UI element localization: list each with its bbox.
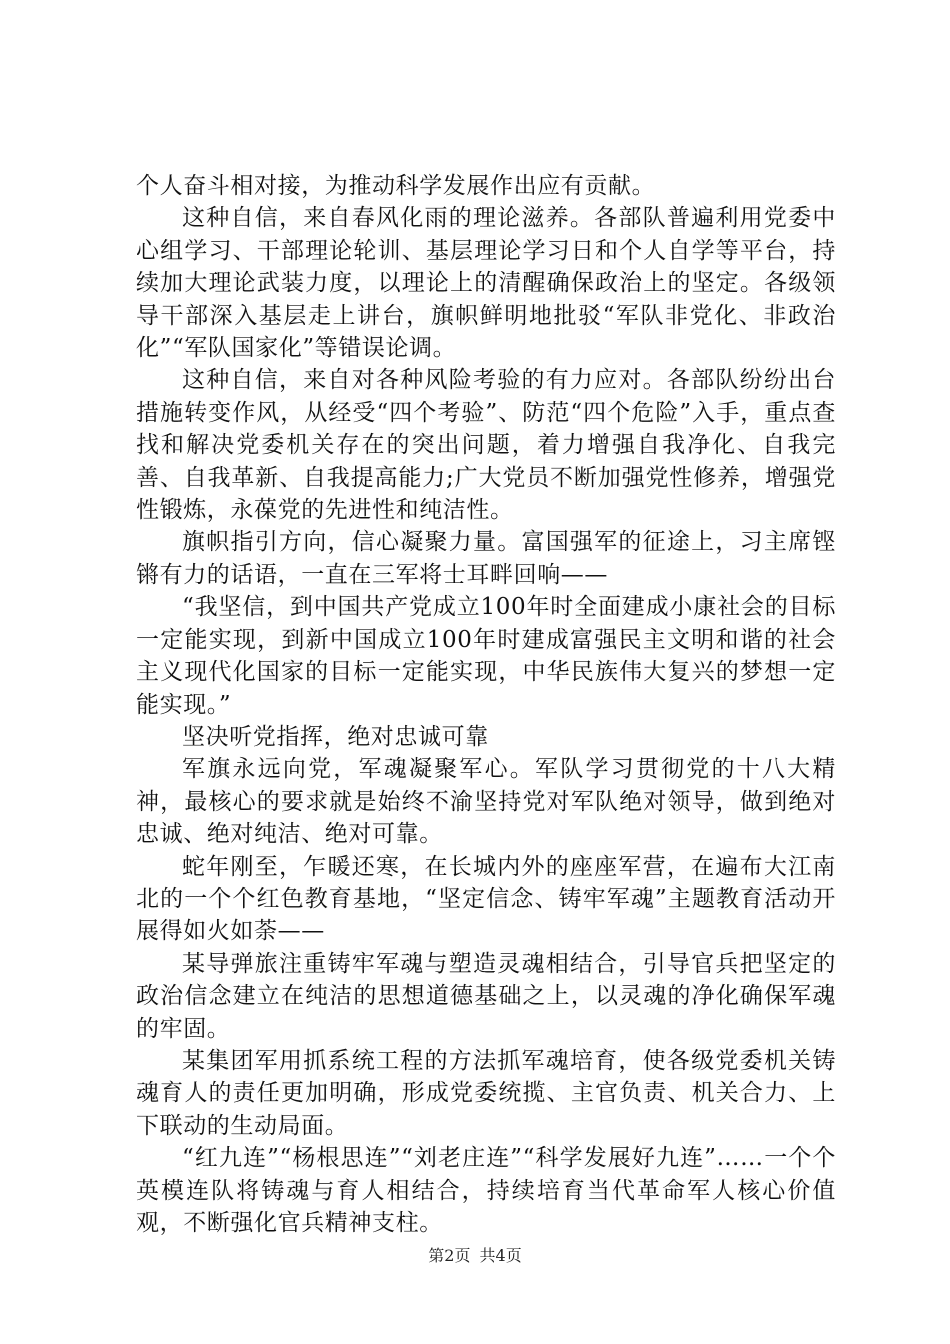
page-number: 第2页 [428, 1246, 471, 1265]
page-total: 共4页 [479, 1246, 522, 1265]
paragraph-7: 军旗永远向党，军魂凝聚军心。军队学习贯彻党的十八大精神，最核心的要求就是始终不渝坚持党对军队绝对领导，做到绝对忠诚、绝对纯洁、绝对可靠。 [136, 756, 836, 848]
paragraph-quote: “我坚信，到中国共产党成立100年时全面建成小康社会的目标一定能实现，到新中国成立100年时建成富强民主文明和谐的社会主义现代化国家的目标一定能实现，中华民族伟大复兴的梦想一定能实现。” [136, 594, 836, 718]
paragraph-9: 某导弹旅注重铸牢军魂与塑造灵魂相结合，引导官兵把坚定的政治信念建立在纯洁的思想道德基础之上，以灵魂的净化确保军魂的牢固。 [136, 950, 836, 1042]
paragraph-1: 个人奋斗相对接，为推动科学发展作出应有贡献。 [136, 173, 656, 199]
paragraph-3: 这种自信，来自对各种风险考验的有力应对。各部队纷纷出台措施转变作风，从经受“四个考验”、防范“四个危险”入手，重点查找和解决党委机关存在的突出问题，着力增强自我净化、自我完善、自我革新、自我提高能力;广大党员不断加强党性修养，增强党性锻炼，永葆党的先进性和纯洁性。 [136, 367, 836, 524]
paragraph-8: 蛇年刚至，乍暖还寒，在长城内外的座座军营，在遍布大江南北的一个个红色教育基地，“坚定信念、铸牢军魂”主题教育活动开展得如火如荼—— [136, 853, 836, 945]
paragraph-2: 这种自信，来自春风化雨的理论滋养。各部队普遍利用党委中心组学习、干部理论轮训、基层理论学习日和个人自学等平台，持续加大理论武装力度，以理论上的清醒确保政治上的坚定。各级领导干部深入基层走上讲台，旗帜鲜明地批驳“军队非党化、非政治化”“军队国家化”等错误论调。 [136, 205, 836, 362]
page-footer [0, 1246, 950, 1266]
section-heading: 坚决听党指挥，绝对忠诚可靠 [182, 723, 489, 750]
document-body [136, 170, 836, 1239]
paragraph-4: 旗帜指引方向，信心凝聚力量。富国强军的征途上，习主席铿锵有力的话语，一直在三军将士耳畔回响—— [136, 529, 836, 588]
paragraph-10: 某集团军用抓系统工程的方法抓军魂培育，使各级党委机关铸魂育人的责任更加明确，形成党委统揽、主官负责、机关合力、上下联动的生动局面。 [136, 1047, 836, 1139]
paragraph-11: “红九连”“杨根思连”“刘老庄连”“科学发展好九连”……一个个英模连队将铸魂与育人相结合，持续培育当代革命军人核心价值观，不断强化官兵精神支柱。 [136, 1145, 836, 1236]
